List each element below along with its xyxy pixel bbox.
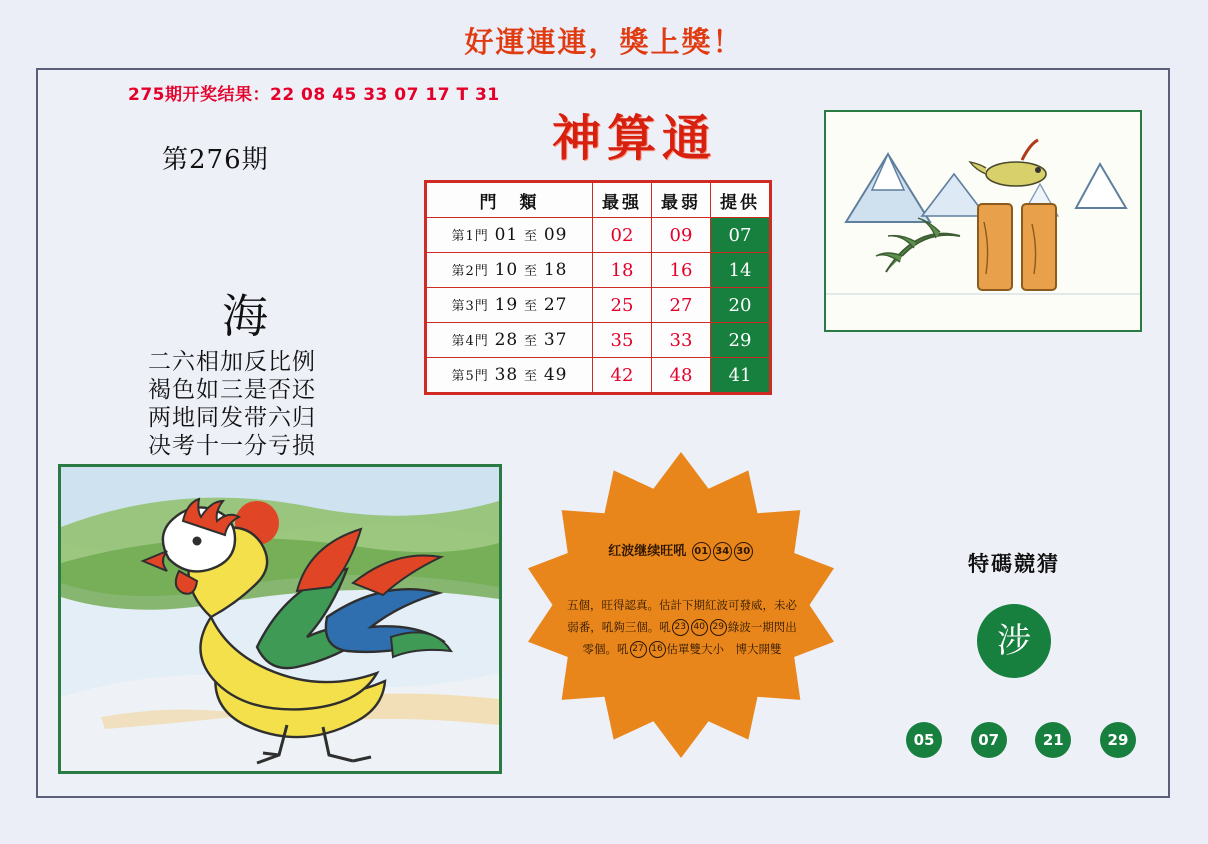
poem-line: 决考十一分亏损 [148, 433, 316, 459]
starburst-line-text: 估單雙大小 博大開雙 [666, 642, 782, 656]
special-code-title: 特碼競猜 [968, 552, 1060, 576]
gate-from: 38 [494, 365, 519, 385]
page-headline: 好運連連，獎上獎！ [464, 25, 744, 59]
gate-from: 10 [494, 260, 519, 280]
weakest-value: 27 [652, 288, 711, 323]
gate-to: 49 [543, 365, 568, 385]
table-row [427, 288, 770, 323]
gate-range [427, 358, 593, 393]
gate-range [427, 253, 593, 288]
gate-range [427, 218, 593, 253]
number-ball: 29 [1100, 722, 1136, 758]
gate-from: 28 [494, 330, 519, 350]
starburst-line [556, 638, 808, 660]
gate-range [427, 288, 593, 323]
table-row [427, 323, 770, 358]
previous-draw-result: 275期开奖结果：22 08 45 33 07 17 T 31 [128, 85, 500, 105]
weakest-value: 33 [652, 323, 711, 358]
starburst-title-ball: 34 [713, 542, 732, 561]
col-header-supply: 提供 [711, 183, 770, 218]
starburst-ball: 29 [710, 619, 727, 636]
gate-from: 01 [494, 225, 519, 245]
gate-range [427, 323, 593, 358]
strongest-value: 42 [593, 358, 652, 393]
number-ball: 21 [1035, 722, 1071, 758]
range-sep: 至 [524, 229, 539, 244]
starburst-line-text: 綠波一期閃出 [727, 620, 797, 634]
strongest-value: 02 [593, 218, 652, 253]
mountain-bird-illustration [824, 110, 1142, 332]
weakest-value: 48 [652, 358, 711, 393]
gates-table-wrapper [424, 180, 772, 395]
supply-value: 29 [711, 323, 770, 358]
weakest-value: 16 [652, 253, 711, 288]
gate-label: 第4門 [451, 334, 489, 349]
gate-label: 第3門 [451, 299, 489, 314]
mountain-bird-svg [826, 112, 1140, 330]
weakest-value: 09 [652, 218, 711, 253]
strongest-value: 18 [593, 253, 652, 288]
number-ball: 07 [971, 722, 1007, 758]
issue-number: 第276期 [162, 145, 269, 175]
col-header-category: 門 類 [427, 183, 593, 218]
starburst-title-ball: 30 [734, 542, 753, 561]
gate-label: 第1門 [451, 229, 489, 244]
table-row [427, 253, 770, 288]
poem-block [148, 348, 316, 460]
strongest-value: 35 [593, 323, 652, 358]
keyword-character: 海 [222, 289, 268, 343]
gate-to: 09 [543, 225, 568, 245]
rooster-illustration [58, 464, 502, 774]
range-sep: 至 [524, 334, 539, 349]
starburst-line-text: 零個。吼 [582, 642, 629, 656]
supply-value: 20 [711, 288, 770, 323]
starburst-title-text: 红波继续旺吼 [608, 544, 687, 559]
starburst-body [556, 594, 808, 660]
poem-line: 二六相加反比例 [148, 349, 316, 375]
gate-to: 18 [543, 260, 568, 280]
starburst-line [556, 616, 808, 638]
range-sep: 至 [524, 264, 539, 279]
starburst-ball: 40 [691, 619, 708, 636]
table-row [427, 358, 770, 393]
starburst-line: 五個，旺得認真。估計下期紅波可發威，未必 [567, 598, 797, 612]
starburst-title-ball: 01 [692, 542, 711, 561]
range-sep: 至 [524, 299, 539, 314]
table-header-row [427, 183, 770, 218]
strongest-value: 25 [593, 288, 652, 323]
table-row [427, 218, 770, 253]
poem-line: 褐色如三是否还 [148, 377, 316, 403]
starburst-ball: 27 [630, 641, 647, 658]
brand-logo: 神算通 [552, 109, 718, 167]
range-sep: 至 [524, 369, 539, 384]
poem-line: 两地同发带六归 [148, 405, 316, 431]
special-number-balls [906, 722, 1136, 758]
col-header-weakest: 最弱 [652, 183, 711, 218]
gates-table [426, 182, 770, 393]
special-code-character: 涉 [977, 604, 1051, 678]
gate-to: 37 [543, 330, 568, 350]
starburst-ball: 23 [672, 619, 689, 636]
gate-from: 19 [494, 295, 519, 315]
supply-value: 07 [711, 218, 770, 253]
col-header-strongest: 最强 [593, 183, 652, 218]
number-ball: 05 [906, 722, 942, 758]
gate-label: 第2門 [451, 264, 489, 279]
supply-value: 14 [711, 253, 770, 288]
gate-label: 第5門 [451, 369, 489, 384]
starburst-ball: 16 [649, 641, 666, 658]
gate-to: 27 [543, 295, 568, 315]
supply-value: 41 [711, 358, 770, 393]
starburst-title [528, 540, 834, 561]
rooster-svg [61, 467, 499, 771]
starburst-line-text: 弱番，吼夠三個。吼 [567, 620, 671, 634]
